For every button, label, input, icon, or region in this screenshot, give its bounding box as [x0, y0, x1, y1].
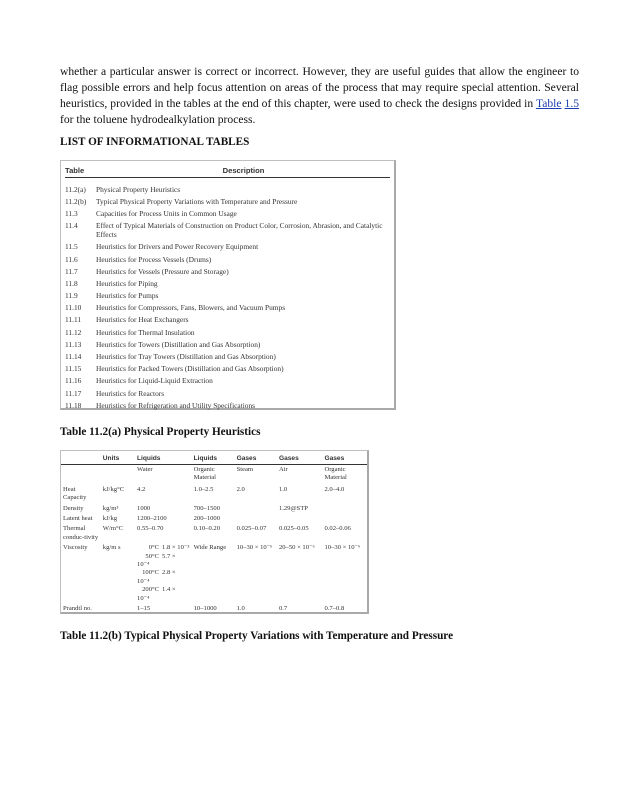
list-row — [65, 350, 390, 362]
table-description: Typical Physical Property Variations with Temperature and Pressure — [96, 196, 298, 206]
table-number: 11.11 — [65, 315, 82, 325]
list-row — [65, 290, 390, 302]
viscosity-temp: 200°C — [142, 586, 160, 594]
informational-tables-list — [60, 160, 396, 410]
viscosity-value: 1.4 × 10⁻⁴ — [137, 586, 176, 602]
prop-cell-organic-liq: 700–1500 — [193, 504, 220, 512]
table-link[interactable]: Table — [535, 97, 562, 110]
table-number: 11.15 — [65, 364, 82, 374]
paragraph-text-end: for the toluene hydrodealkylation process. — [60, 113, 256, 126]
prop-cell-organic-liq: 0.10–0.20 — [193, 525, 220, 533]
list-row — [65, 302, 390, 314]
viscosity-line — [137, 586, 190, 603]
table-description: Heuristics for Pumps — [96, 291, 159, 301]
list-row — [65, 195, 390, 207]
viscosity-value: 1.8 × 10⁻³ — [162, 544, 190, 552]
prop-cell-units: W/m°C — [102, 525, 124, 533]
table-description: Heuristics for Compressors, Fans, Blowers, and Vacuum Pumps — [96, 303, 286, 313]
prop-cell-units — [101, 604, 135, 614]
col-header-description: Description — [222, 165, 265, 175]
prop-cell-prop: Latent heat — [63, 515, 93, 523]
list-row — [65, 326, 390, 338]
table-number: 11.9 — [65, 291, 78, 301]
viscosity-line — [137, 553, 190, 570]
table-number: 11.2(a) — [65, 184, 86, 194]
table-number: 11.2(b) — [65, 196, 87, 206]
prop-row — [61, 514, 367, 524]
list-row — [65, 363, 390, 375]
list-row — [65, 314, 390, 326]
table-description: Heuristics for Reactors — [96, 388, 165, 398]
table-number: 11.17 — [65, 388, 82, 398]
viscosity-line — [137, 544, 190, 552]
prop-cell-prop: Heat Capacity — [63, 485, 87, 502]
prop-col-header: Liquids — [192, 451, 235, 465]
prop-table-body — [61, 465, 367, 615]
prop-cell-units: kg/m³ — [102, 504, 119, 512]
table-number: 11.6 — [65, 254, 78, 264]
viscosity-temp: 50°C — [145, 552, 160, 560]
prop-subheader: Steam — [236, 466, 254, 473]
prop-subheader — [61, 465, 101, 485]
prop-cell-air: 1.0 — [278, 485, 288, 493]
list-row — [65, 399, 390, 411]
table-number: 11.18 — [65, 400, 82, 410]
prop-cell-organic-liq: 200–1000 — [193, 515, 220, 523]
paragraph-text-start: whether a particular answer is correct or incorrect. However, they are useful guides that allow the engineer to flag possible errors and help focus attention on areas of the process that may require special attention. Several heuristics, provided in the tables at the end of this chapter, were used to check the designs provided in — [60, 65, 579, 110]
list-row — [65, 338, 390, 350]
prop-cell-steam: 2.0 — [236, 485, 245, 493]
prop-subheader: Organic Material — [193, 466, 216, 482]
table-number-link[interactable]: 1.5 — [564, 97, 580, 110]
table-number: 11.10 — [65, 303, 82, 313]
list-row — [65, 375, 390, 387]
prop-cell-steam — [235, 514, 277, 524]
body-paragraph — [60, 64, 579, 128]
viscosity-line — [137, 569, 190, 586]
prop-cell-prop: Viscosity — [63, 544, 88, 552]
prop-cell-water: 1200–2100 — [137, 515, 167, 523]
list-row — [65, 183, 390, 195]
table-description: Physical Property Heuristics — [96, 184, 181, 194]
prop-cell-units: kJ/kg°C — [102, 485, 125, 493]
prop-col-header: Gases — [235, 451, 277, 465]
prop-subheader — [101, 465, 135, 485]
prop-cell-prop: Thermal conduc-tivity — [63, 525, 99, 541]
prop-cell-water-viscosity — [135, 543, 192, 604]
list-row — [65, 265, 390, 277]
table-description: Heuristics for Vessels (Pressure and Storage) — [96, 266, 229, 276]
table-description: Heuristics for Heat Exchangers — [96, 315, 189, 325]
prop-cell-air: 20–50 × 10⁻⁶ — [278, 544, 315, 552]
prop-row — [61, 504, 367, 514]
col-header-table: Table — [65, 165, 85, 175]
viscosity-temp: 0°C — [148, 544, 160, 552]
table-number: 11.4 — [65, 221, 78, 231]
prop-cell-water: 4.2 — [137, 485, 146, 493]
prop-cell-organic-gas: 2.0–4.0 — [324, 485, 345, 493]
prop-cell-organic-gas: 0.7–0.8 — [324, 605, 345, 613]
prop-cell-water: 1–15 — [137, 605, 151, 613]
prop-cell-organic-gas: 10–30 × 10⁻⁶ — [324, 544, 361, 552]
prop-cell-organic-gas: 0.02–0.06 — [324, 525, 351, 533]
viscosity-value: 2.8 × 10⁻⁴ — [137, 569, 176, 585]
table-number: 11.5 — [65, 242, 78, 252]
prop-cell-air: 0.025–0.05 — [278, 525, 309, 533]
prop-col-header — [61, 451, 101, 465]
prop-cell-units: kg/m s — [102, 544, 121, 552]
prop-col-header: Gases — [322, 451, 367, 465]
table-a-heading: Table 11.2(a) Physical Property Heuristics — [60, 426, 261, 438]
viscosity-temp: 100°C — [142, 569, 160, 577]
table-b-heading: Table 11.2(b) Typical Physical Property Variations with Temperature and Pressure — [60, 630, 454, 642]
prop-col-header: Gases — [277, 451, 323, 465]
list-table-header — [65, 163, 390, 178]
table-description: Effect of Typical Materials of Construction on Product Color, Corrosion, Abrasion, and Catalytic Effects — [96, 221, 383, 240]
prop-row — [61, 485, 367, 504]
table-number: 11.13 — [65, 339, 82, 349]
list-row — [65, 277, 390, 289]
list-row — [65, 253, 390, 265]
prop-subheader: Organic Material — [324, 466, 347, 482]
list-row — [65, 220, 390, 241]
list-rows — [65, 183, 390, 411]
viscosity-value: 5.7 × 10⁻⁴ — [137, 552, 176, 569]
prop-cell-organic-liq: Wide Range — [193, 544, 227, 552]
table-description: Capacities for Process Units in Common Usage — [96, 208, 237, 218]
table-description: Heuristics for Piping — [96, 278, 158, 288]
prop-subheader: Air — [278, 466, 288, 473]
table-number: 11.3 — [65, 208, 78, 218]
prop-col-header: Units — [101, 451, 135, 465]
prop-row — [61, 604, 367, 614]
prop-cell-prop: Prandtl no. — [63, 605, 92, 613]
prop-cell-organic-liq: 10–1000 — [193, 605, 217, 613]
prop-subheader-row — [61, 465, 367, 485]
prop-cell-organic-gas — [322, 504, 367, 514]
list-row — [65, 241, 390, 253]
prop-cell-steam: 1.0 — [236, 605, 245, 613]
table-number: 11.14 — [65, 352, 82, 362]
prop-cell-organic-liq: 1.0–2.5 — [193, 485, 214, 493]
prop-row — [61, 524, 367, 543]
list-heading: LIST OF INFORMATIONAL TABLES — [60, 136, 250, 148]
table-number: 11.12 — [65, 327, 82, 337]
prop-cell-units: kJ/kg — [102, 515, 118, 523]
prop-cell-organic-gas — [322, 514, 367, 524]
table-description: Heuristics for Liquid-Liquid Extraction — [96, 376, 213, 386]
list-row — [65, 207, 390, 219]
table-number: 11.16 — [65, 376, 82, 386]
table-description: Heuristics for Towers (Distillation and Gas Absorption) — [96, 339, 261, 349]
table-description: Heuristics for Refrigeration and Utility Specifications — [96, 400, 256, 410]
table-description: Heuristics for Packed Towers (Distillation and Gas Absorption) — [96, 364, 284, 374]
table-description: Heuristics for Drivers and Power Recovery Equipment — [96, 242, 259, 252]
prop-cell-steam — [235, 504, 277, 514]
prop-cell-water: 0.55–0.70 — [137, 525, 164, 533]
table-description: Heuristics for Thermal Insulation — [96, 327, 195, 337]
prop-cell-prop: Density — [63, 504, 84, 512]
prop-col-header: Liquids — [135, 451, 192, 465]
prop-cell-air — [277, 514, 323, 524]
table-description: Heuristics for Process Vessels (Drums) — [96, 254, 212, 264]
table-number: 11.8 — [65, 278, 78, 288]
prop-cell-air: 1.29@STP — [278, 504, 308, 512]
prop-cell-steam: 10–30 × 10⁻⁶ — [236, 544, 273, 552]
physical-property-table — [60, 450, 369, 614]
prop-cell-steam: 0.025–0.07 — [236, 525, 267, 533]
table-number: 11.7 — [65, 266, 78, 276]
prop-row-viscosity — [61, 543, 367, 604]
prop-cell-air: 0.7 — [278, 605, 288, 613]
table-description: Heuristics for Tray Towers (Distillation and Gas Absorption) — [96, 352, 276, 362]
prop-table-header — [61, 451, 367, 465]
prop-cell-water: 1000 — [137, 504, 151, 512]
prop-subheader: Water — [137, 466, 153, 473]
list-row — [65, 387, 390, 399]
